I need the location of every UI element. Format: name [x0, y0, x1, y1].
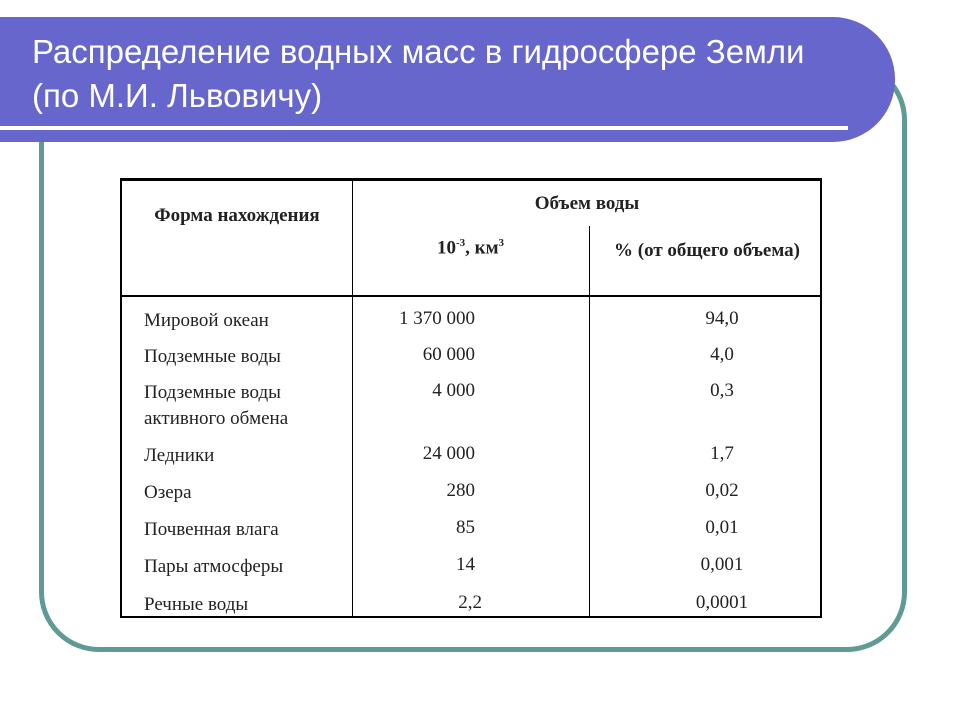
cell-volume: 14	[456, 554, 475, 575]
cell-form: Озера	[144, 482, 192, 503]
cell-volume: 85	[456, 517, 475, 538]
header-percent: % (от общего объема)	[614, 240, 800, 261]
cell-volume: 1 370 000	[399, 308, 475, 329]
cell-percent: 0,001	[700, 554, 744, 575]
cell-percent: 0,3	[710, 380, 734, 401]
cell-percent: 0,0001	[695, 592, 749, 613]
cell-form: Ледники	[144, 445, 215, 466]
cell-volume: 280	[446, 480, 475, 501]
header-volume-km3: $10^{-3}$, $км^3$	[436, 237, 505, 259]
cell-form: Речные воды	[144, 594, 249, 615]
cell-volume: 2,2	[458, 592, 482, 613]
column-divider	[589, 226, 590, 618]
cell-percent: 0,01	[705, 517, 739, 538]
cell-form: Подземные воды	[144, 346, 281, 367]
cell-volume: 24 000	[422, 443, 475, 464]
cell-volume: 4 000	[432, 380, 475, 401]
cell-percent: 94,0	[705, 308, 739, 329]
cell-percent: 4,0	[710, 344, 734, 365]
header-volume-group: Объем воды	[534, 193, 640, 214]
cell-form: Мировой океан	[144, 310, 269, 331]
cell-volume: 60 000	[422, 344, 475, 365]
cell-form: Подземные воды активного обмена	[144, 382, 289, 429]
title-underline	[0, 126, 848, 130]
cell-percent: 1,7	[710, 443, 734, 464]
cell-percent: 0,02	[705, 480, 739, 501]
cell-form: Пары атмосферы	[144, 556, 284, 577]
header-divider	[122, 295, 820, 297]
cell-form: Почвенная влага	[144, 519, 279, 540]
slide-title: Распределение водных масс в гидросфере Земли (по М.И. Львовичу)	[32, 33, 805, 114]
header-form: Форма нахождения	[154, 205, 320, 226]
water-distribution-table	[120, 178, 822, 618]
